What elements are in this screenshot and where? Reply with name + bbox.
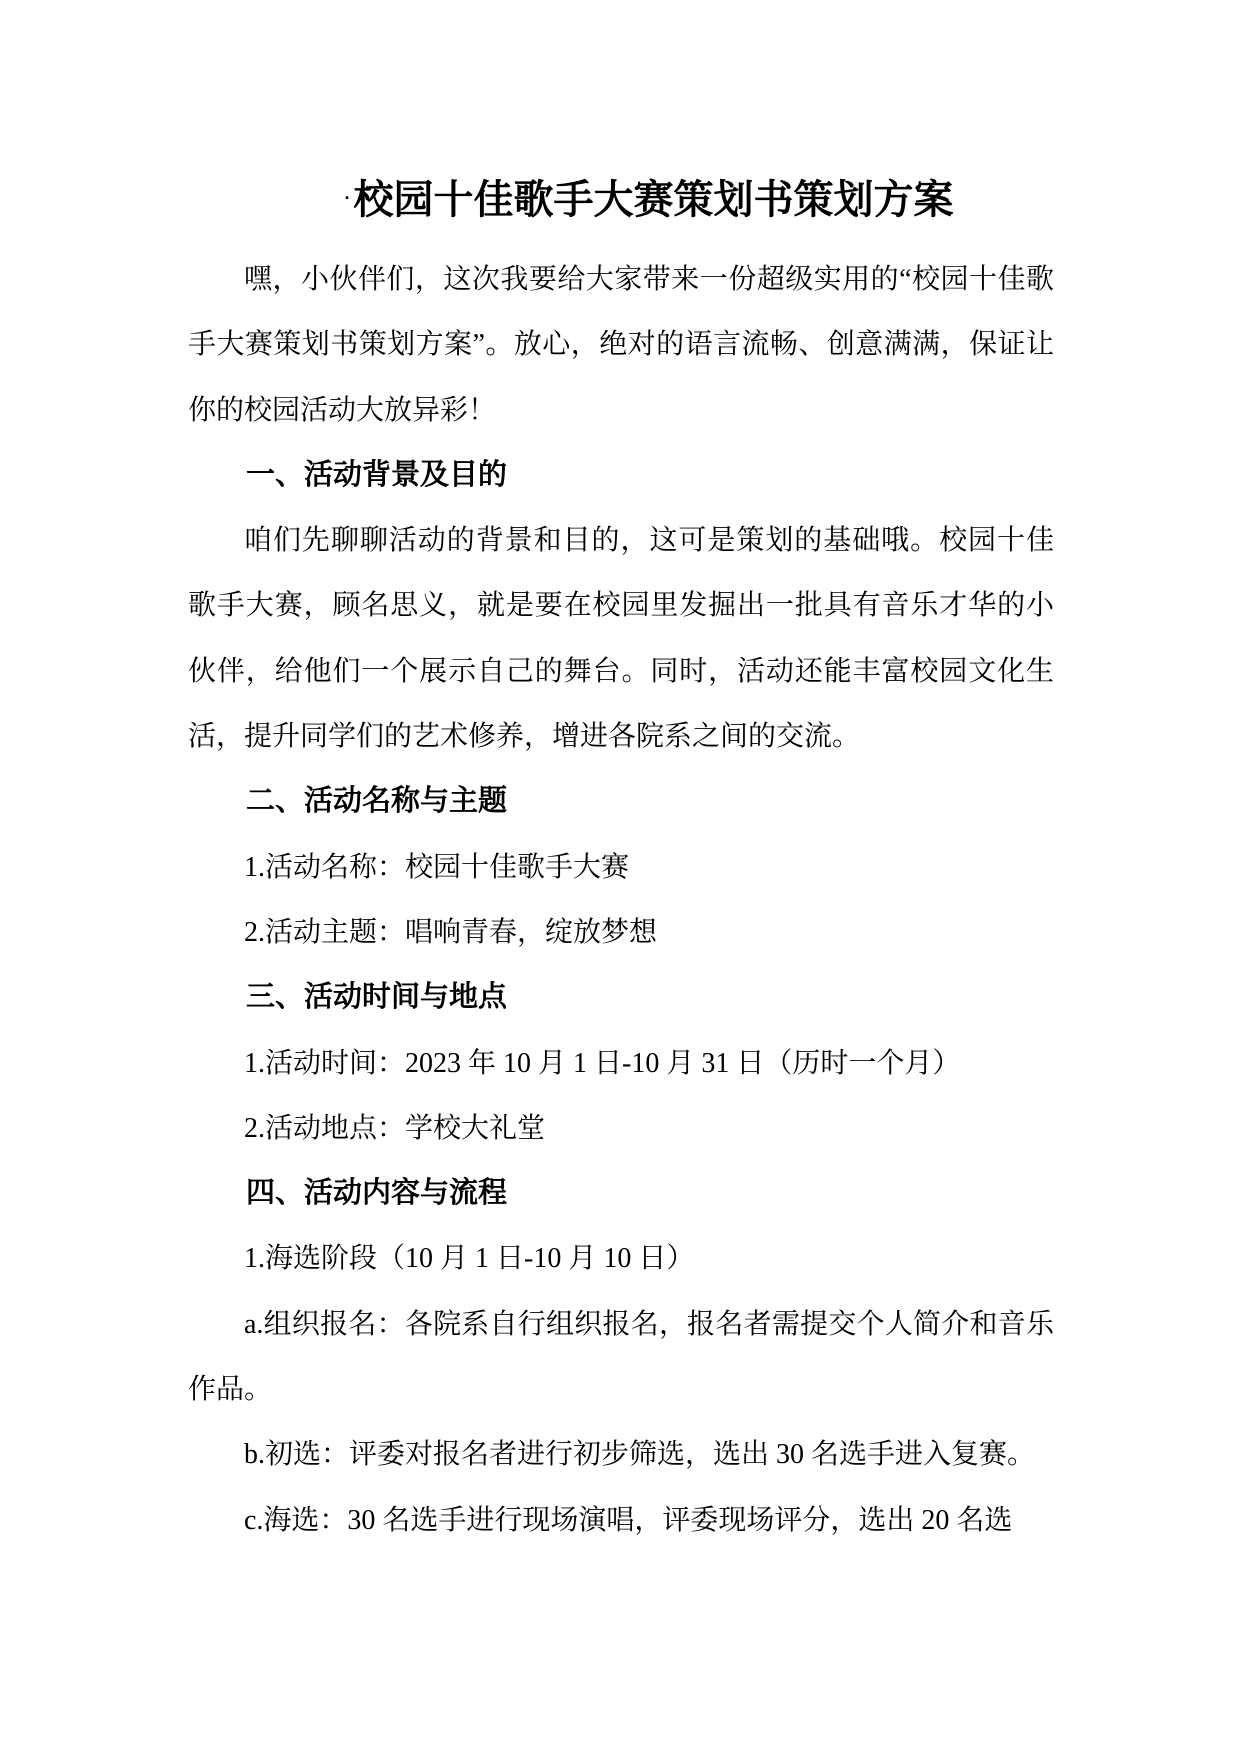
title-text: 校园十佳歌手大赛策划书策划方案 bbox=[353, 178, 954, 222]
body-paragraph: 1.活动时间：2023 年 10 月 1 日-10 月 31 日（历时一个月） bbox=[244, 1047, 961, 1079]
body-paragraph: c.海选：30 名选手进行现场演唱，评委现场评分，选出 20 名选 bbox=[244, 1504, 1013, 1536]
document-body bbox=[188, 247, 1054, 1553]
body-paragraph: 1.海选阶段（10 月 1 日-10 月 10 日） bbox=[244, 1243, 695, 1275]
title-bullet: · bbox=[344, 188, 351, 208]
section-heading: 三、活动时间与地点 bbox=[246, 981, 508, 1014]
body-paragraph: 1.活动名称：校园十佳歌手大赛 bbox=[244, 851, 630, 883]
body-paragraph: 咱们先聊聊活动的背景和目的，这可是策划的基础哦。校园十佳歌手大赛，顾名思义，就是要在校园里发掘出一批具有音乐才华的小伙伴，给他们一个展示自己的舞台。同时，活动还能丰富校园文化生活，提升同学们的艺术修养，增进各院系之间的交流。 bbox=[188, 525, 1054, 753]
body-paragraph: 2.活动地点：学校大礼堂 bbox=[244, 1112, 546, 1144]
section-heading: 二、活动名称与主题 bbox=[246, 785, 508, 818]
body-paragraph: a.组织报名：各院系自行组织报名，报名者需提交个人简介和音乐作品。 bbox=[188, 1308, 1054, 1406]
body-paragraph: 嘿，小伙伴们，这次我要给大家带来一份超级实用的“校园十佳歌手大赛策划书策划方案”。放心，绝对的语言流畅、创意满满，保证让你的校园活动大放异彩！ bbox=[188, 264, 1054, 426]
document-content bbox=[188, 0, 1054, 1553]
body-paragraph: 2.活动主题：唱响青春，绽放梦想 bbox=[244, 916, 658, 948]
body-paragraph: b.初选：评委对报名者进行初步筛选，选出 30 名选手进入复赛。 bbox=[244, 1439, 1036, 1471]
document-title bbox=[188, 165, 1054, 233]
section-heading: 四、活动内容与流程 bbox=[246, 1177, 508, 1210]
section-heading: 一、活动背景及目的 bbox=[246, 458, 508, 491]
